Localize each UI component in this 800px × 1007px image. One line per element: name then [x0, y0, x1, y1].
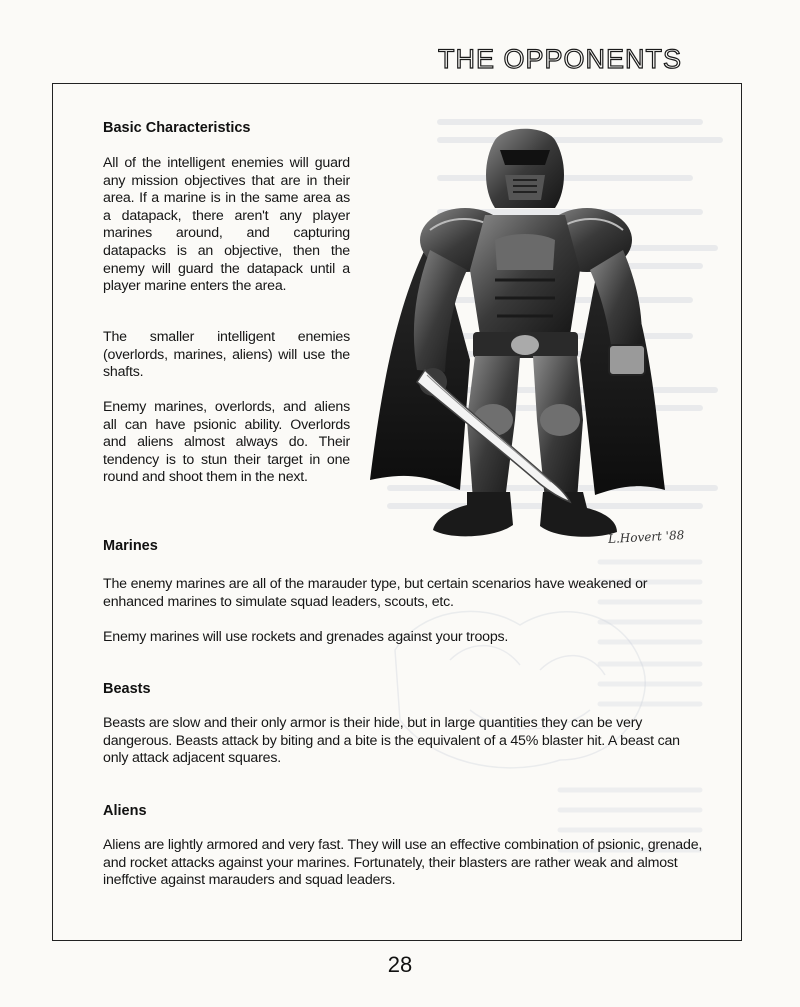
overlord-illustration [355, 120, 720, 560]
paragraph-aliens-1: Aliens are lightly armored and very fast. They will use an effective combination of psionic, grenade, and rocket attacks against your marines. Fortunately, their blasters are rather weak and almost ineffctive against marauders and squad leaders. [103, 837, 703, 889]
heading-aliens: Aliens [103, 803, 147, 819]
paragraph-beasts-1: Beasts are slow and their only armor is their hide, but in large quantities they can be very dangerous. Beasts attack by biting and a bite is the equivalent of a 45% blaster hit. A beast can only attack adjacent squares. [103, 715, 680, 767]
heading-marines: Marines [103, 538, 158, 554]
paragraph-basic-2: The smaller intelligent enemies (overlords, marines, aliens) will use the shafts. [103, 329, 350, 381]
paragraph-basic-1: All of the intelligent enemies will guard any mission objectives that are in their area. If a marine is in the same area as a datapack, there aren't any player marines around, and capturing datapacks is an objective, then the enemy will guard the datapack until a player marine enters the area. [103, 155, 350, 295]
artist-signature: L.Hovert '88 [607, 528, 685, 546]
heading-basic-characteristics: Basic Characteristics [103, 120, 251, 136]
paragraph-basic-3: Enemy marines, overlords, and aliens all can have psionic ability. Overlords and aliens almost always do. Their tendency is to stun their target in one round and shoot them in the next. [103, 399, 350, 486]
page-number: 28 [387, 952, 413, 977]
paragraph-marines-2: Enemy marines will use rockets and grenades against your troops. [103, 629, 509, 645]
paragraph-marines-1: The enemy marines are all of the marauder type, but certain scenarios have weakened or enhanced marines to simulate squad leaders, scouts, etc. [103, 576, 648, 610]
heading-beasts: Beasts [103, 681, 151, 697]
page-header-title: THE OPPONENTS [437, 44, 682, 74]
